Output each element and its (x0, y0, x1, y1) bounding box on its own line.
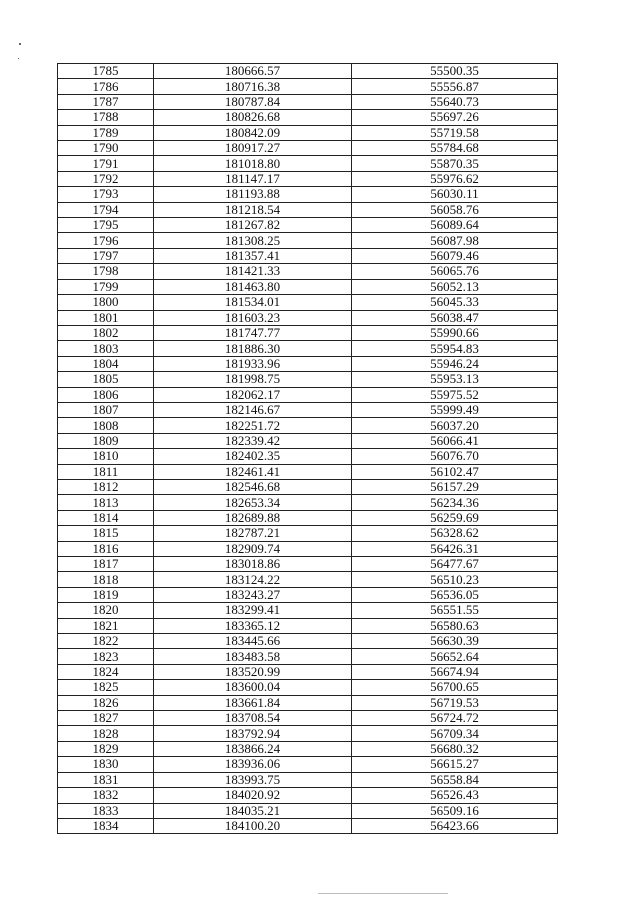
point-number-cell: 1789 (58, 125, 154, 140)
point-number-cell: 1807 (58, 402, 154, 417)
x-coordinate-cell: 182461.41 (154, 464, 352, 479)
x-coordinate-cell: 180917.27 (154, 141, 352, 156)
y-coordinate-cell: 55954.83 (352, 341, 558, 356)
point-number-cell: 1797 (58, 248, 154, 263)
table-row (58, 726, 558, 741)
table-row (58, 634, 558, 649)
point-number-cell: 1788 (58, 110, 154, 125)
table-row (58, 803, 558, 818)
table-row (58, 310, 558, 325)
table-row (58, 125, 558, 140)
table-row (58, 218, 558, 233)
x-coordinate-cell: 182546.68 (154, 479, 352, 494)
table-row (58, 711, 558, 726)
table-row (58, 510, 558, 525)
x-coordinate-cell: 181308.25 (154, 233, 352, 248)
x-coordinate-cell: 182402.35 (154, 449, 352, 464)
point-number-cell: 1806 (58, 387, 154, 402)
y-coordinate-cell: 56680.32 (352, 741, 558, 756)
table-row (58, 387, 558, 402)
table-row (58, 649, 558, 664)
x-coordinate-cell: 181603.23 (154, 310, 352, 325)
table-row (58, 264, 558, 279)
point-number-cell: 1818 (58, 572, 154, 587)
point-number-cell: 1823 (58, 649, 154, 664)
point-number-cell: 1821 (58, 618, 154, 633)
point-number-cell: 1795 (58, 218, 154, 233)
x-coordinate-cell: 182251.72 (154, 418, 352, 433)
table-row (58, 695, 558, 710)
footer-rule (318, 893, 448, 894)
x-coordinate-cell: 183124.22 (154, 572, 352, 587)
x-coordinate-cell: 181018.80 (154, 156, 352, 171)
y-coordinate-cell: 56615.27 (352, 757, 558, 772)
y-coordinate-cell: 56719.53 (352, 695, 558, 710)
y-coordinate-cell: 56652.64 (352, 649, 558, 664)
x-coordinate-cell: 181886.30 (154, 341, 352, 356)
y-coordinate-cell: 55976.62 (352, 171, 558, 186)
y-coordinate-cell: 55953.13 (352, 372, 558, 387)
y-coordinate-cell: 56089.64 (352, 218, 558, 233)
y-coordinate-cell: 56030.11 (352, 187, 558, 202)
y-coordinate-cell: 56674.94 (352, 664, 558, 679)
point-number-cell: 1833 (58, 803, 154, 818)
y-coordinate-cell: 55719.58 (352, 125, 558, 140)
y-coordinate-cell: 56037.20 (352, 418, 558, 433)
y-coordinate-cell: 56076.70 (352, 449, 558, 464)
table-row (58, 680, 558, 695)
x-coordinate-cell: 181218.54 (154, 202, 352, 217)
coordinate-table-body (58, 64, 558, 834)
table-row (58, 788, 558, 803)
table-row (58, 248, 558, 263)
point-number-cell: 1814 (58, 510, 154, 525)
point-number-cell: 1809 (58, 433, 154, 448)
x-coordinate-cell: 182787.21 (154, 526, 352, 541)
y-coordinate-cell: 55975.52 (352, 387, 558, 402)
x-coordinate-cell: 182689.88 (154, 510, 352, 525)
table-row (58, 202, 558, 217)
table-row (58, 464, 558, 479)
x-coordinate-cell: 182339.42 (154, 433, 352, 448)
x-coordinate-cell: 183866.24 (154, 741, 352, 756)
table-row (58, 418, 558, 433)
y-coordinate-cell: 56328.62 (352, 526, 558, 541)
x-coordinate-cell: 183708.54 (154, 711, 352, 726)
table-row (58, 141, 558, 156)
x-coordinate-cell: 180666.57 (154, 64, 352, 79)
scan-speck (19, 43, 21, 45)
table-row (58, 587, 558, 602)
x-coordinate-cell: 184035.21 (154, 803, 352, 818)
y-coordinate-cell: 56536.05 (352, 587, 558, 602)
table-row (58, 341, 558, 356)
y-coordinate-cell: 56102.47 (352, 464, 558, 479)
table-row (58, 233, 558, 248)
x-coordinate-cell: 183243.27 (154, 587, 352, 602)
table-row (58, 171, 558, 186)
point-number-cell: 1825 (58, 680, 154, 695)
point-number-cell: 1794 (58, 202, 154, 217)
y-coordinate-cell: 56724.72 (352, 711, 558, 726)
y-coordinate-cell: 56426.31 (352, 541, 558, 556)
y-coordinate-cell: 56079.46 (352, 248, 558, 263)
table-row (58, 741, 558, 756)
x-coordinate-cell: 181933.96 (154, 356, 352, 371)
table-row (58, 156, 558, 171)
table-row (58, 79, 558, 94)
y-coordinate-cell: 55784.68 (352, 141, 558, 156)
table-row (58, 94, 558, 109)
table-row (58, 772, 558, 787)
table-row (58, 433, 558, 448)
x-coordinate-cell: 182909.74 (154, 541, 352, 556)
table-row (58, 664, 558, 679)
x-coordinate-cell: 183792.94 (154, 726, 352, 741)
y-coordinate-cell: 56038.47 (352, 310, 558, 325)
point-number-cell: 1792 (58, 171, 154, 186)
table-row (58, 541, 558, 556)
point-number-cell: 1817 (58, 557, 154, 572)
point-number-cell: 1810 (58, 449, 154, 464)
table-row (58, 187, 558, 202)
x-coordinate-cell: 183936.06 (154, 757, 352, 772)
table-row (58, 449, 558, 464)
x-coordinate-cell: 183600.04 (154, 680, 352, 695)
y-coordinate-cell: 56087.98 (352, 233, 558, 248)
x-coordinate-cell: 180842.09 (154, 125, 352, 140)
x-coordinate-cell: 180826.68 (154, 110, 352, 125)
point-number-cell: 1834 (58, 818, 154, 833)
point-number-cell: 1824 (58, 664, 154, 679)
x-coordinate-cell: 184020.92 (154, 788, 352, 803)
point-number-cell: 1812 (58, 479, 154, 494)
y-coordinate-cell: 56580.63 (352, 618, 558, 633)
x-coordinate-cell: 180716.38 (154, 79, 352, 94)
y-coordinate-cell: 56709.34 (352, 726, 558, 741)
x-coordinate-cell: 181463.80 (154, 279, 352, 294)
point-number-cell: 1798 (58, 264, 154, 279)
y-coordinate-cell: 56700.65 (352, 680, 558, 695)
table-row (58, 557, 558, 572)
point-number-cell: 1813 (58, 495, 154, 510)
x-coordinate-cell: 181267.82 (154, 218, 352, 233)
x-coordinate-cell: 181147.17 (154, 171, 352, 186)
table-row (58, 356, 558, 371)
table-row (58, 295, 558, 310)
point-number-cell: 1800 (58, 295, 154, 310)
y-coordinate-cell: 55990.66 (352, 325, 558, 340)
coordinate-table (57, 63, 558, 834)
y-coordinate-cell: 56509.16 (352, 803, 558, 818)
point-number-cell: 1790 (58, 141, 154, 156)
table-row (58, 279, 558, 294)
y-coordinate-cell: 56551.55 (352, 603, 558, 618)
x-coordinate-cell: 183993.75 (154, 772, 352, 787)
y-coordinate-cell: 56066.41 (352, 433, 558, 448)
x-coordinate-cell: 181357.41 (154, 248, 352, 263)
y-coordinate-cell: 55999.49 (352, 402, 558, 417)
x-coordinate-cell: 183661.84 (154, 695, 352, 710)
x-coordinate-cell: 184100.20 (154, 818, 352, 833)
point-number-cell: 1811 (58, 464, 154, 479)
x-coordinate-cell: 183483.58 (154, 649, 352, 664)
point-number-cell: 1802 (58, 325, 154, 340)
table-row (58, 572, 558, 587)
point-number-cell: 1830 (58, 757, 154, 772)
x-coordinate-cell: 182062.17 (154, 387, 352, 402)
y-coordinate-cell: 56477.67 (352, 557, 558, 572)
x-coordinate-cell: 181998.75 (154, 372, 352, 387)
x-coordinate-cell: 181421.33 (154, 264, 352, 279)
y-coordinate-cell: 56510.23 (352, 572, 558, 587)
point-number-cell: 1820 (58, 603, 154, 618)
x-coordinate-cell: 182653.34 (154, 495, 352, 510)
table-row (58, 757, 558, 772)
table-row (58, 64, 558, 79)
table-row (58, 402, 558, 417)
y-coordinate-cell: 56526.43 (352, 788, 558, 803)
point-number-cell: 1815 (58, 526, 154, 541)
x-coordinate-cell: 181534.01 (154, 295, 352, 310)
table-row (58, 372, 558, 387)
x-coordinate-cell: 183445.66 (154, 634, 352, 649)
point-number-cell: 1822 (58, 634, 154, 649)
point-number-cell: 1804 (58, 356, 154, 371)
y-coordinate-cell: 55500.35 (352, 64, 558, 79)
point-number-cell: 1793 (58, 187, 154, 202)
x-coordinate-cell: 180787.84 (154, 94, 352, 109)
point-number-cell: 1829 (58, 741, 154, 756)
point-number-cell: 1805 (58, 372, 154, 387)
point-number-cell: 1826 (58, 695, 154, 710)
y-coordinate-cell: 56558.84 (352, 772, 558, 787)
table-row (58, 110, 558, 125)
y-coordinate-cell: 56058.76 (352, 202, 558, 217)
y-coordinate-cell: 56045.33 (352, 295, 558, 310)
point-number-cell: 1832 (58, 788, 154, 803)
point-number-cell: 1791 (58, 156, 154, 171)
x-coordinate-cell: 183299.41 (154, 603, 352, 618)
y-coordinate-cell: 56157.29 (352, 479, 558, 494)
table-row (58, 325, 558, 340)
point-number-cell: 1796 (58, 233, 154, 248)
table-row (58, 603, 558, 618)
point-number-cell: 1828 (58, 726, 154, 741)
point-number-cell: 1816 (58, 541, 154, 556)
point-number-cell: 1808 (58, 418, 154, 433)
table-row (58, 818, 558, 833)
table-row (58, 618, 558, 633)
x-coordinate-cell: 183365.12 (154, 618, 352, 633)
table-row (58, 526, 558, 541)
x-coordinate-cell: 181193.88 (154, 187, 352, 202)
point-number-cell: 1803 (58, 341, 154, 356)
point-number-cell: 1785 (58, 64, 154, 79)
y-coordinate-cell: 55697.26 (352, 110, 558, 125)
point-number-cell: 1799 (58, 279, 154, 294)
y-coordinate-cell: 55946.24 (352, 356, 558, 371)
point-number-cell: 1787 (58, 94, 154, 109)
x-coordinate-cell: 181747.77 (154, 325, 352, 340)
table-row (58, 495, 558, 510)
x-coordinate-cell: 183018.86 (154, 557, 352, 572)
point-number-cell: 1831 (58, 772, 154, 787)
y-coordinate-cell: 56052.13 (352, 279, 558, 294)
x-coordinate-cell: 182146.67 (154, 402, 352, 417)
table-row (58, 479, 558, 494)
point-number-cell: 1801 (58, 310, 154, 325)
y-coordinate-cell: 56259.69 (352, 510, 558, 525)
y-coordinate-cell: 55640.73 (352, 94, 558, 109)
y-coordinate-cell: 56423.66 (352, 818, 558, 833)
x-coordinate-cell: 183520.99 (154, 664, 352, 679)
y-coordinate-cell: 55870.35 (352, 156, 558, 171)
point-number-cell: 1819 (58, 587, 154, 602)
scan-speck (18, 58, 19, 59)
y-coordinate-cell: 55556.87 (352, 79, 558, 94)
point-number-cell: 1786 (58, 79, 154, 94)
point-number-cell: 1827 (58, 711, 154, 726)
y-coordinate-cell: 56065.76 (352, 264, 558, 279)
y-coordinate-cell: 56630.39 (352, 634, 558, 649)
y-coordinate-cell: 56234.36 (352, 495, 558, 510)
